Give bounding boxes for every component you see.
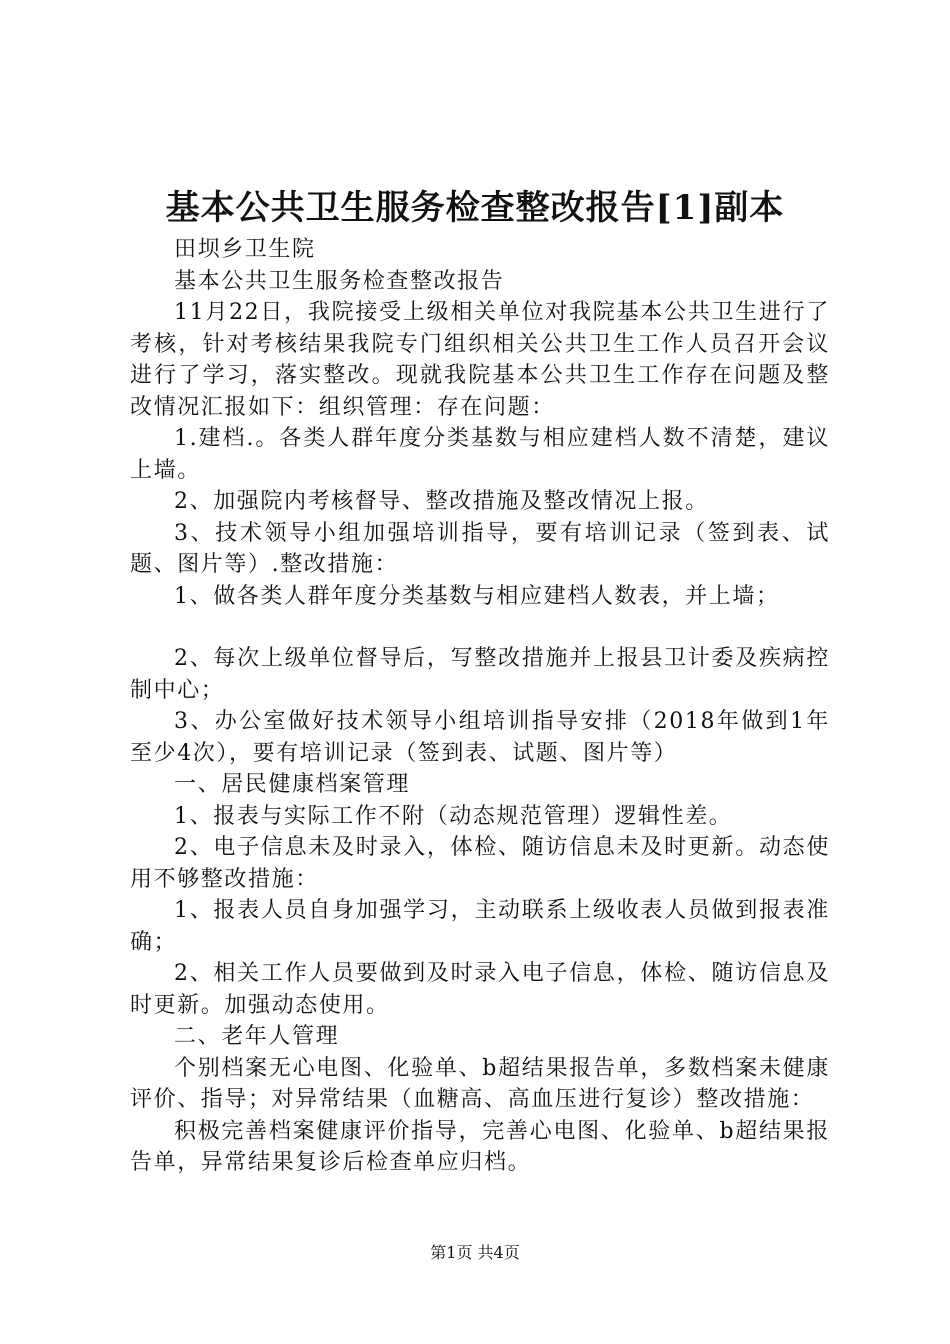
document-body — [130, 234, 830, 1179]
paragraph-measure-1: 1、做各类人群年度分类基数与相应建档人数表，并上墙； — [174, 583, 780, 609]
paragraph-measure-2: 2、每次上级单位督导后，写整改措施并上报县卫计委及疾病控制中心； — [130, 646, 830, 703]
document-title: 基本公共卫生服务检查整改报告[1]副本 — [165, 188, 785, 228]
section-heading-elderly: 二、老年人管理 — [174, 1024, 340, 1049]
paragraph-problem-3: 3、技术领导小组加强培训指导，要有培训记录（签到表、试题、图片等）.整改措施： — [130, 520, 830, 577]
paragraph-intro: 11月22日，我院接受上级相关单位对我院基本公共卫生进行了考核，针对考核结果我院专门组织相关公共卫生工作人员召开会议进行了学习，落实整改。现就我院基本公共卫生工作存在问题及整改情况汇报如下：组织管理：存在问题： — [130, 300, 830, 420]
paragraph-records-measure-1: 1、报表人员自身加强学习，主动联系上级收表人员做到报表准确； — [130, 898, 830, 955]
page-number-footer: 第1页 共4页 — [430, 1243, 520, 1262]
paragraph-records-problem-1: 1、报表与实际工作不附（动态规范管理）逻辑性差。 — [174, 803, 733, 829]
paragraph-problem-1: 1.建档.。各类人群年度分类基数与相应建档人数不清楚，建议上墙。 — [130, 426, 830, 483]
paragraph-institution: 田坝乡卫生院 — [174, 237, 316, 262]
paragraph-subtitle: 基本公共卫生服务检查整改报告 — [174, 268, 505, 294]
paragraph-problem-2: 2、加强院内考核督导、整改措施及整改情况上报。 — [174, 489, 709, 514]
paragraph-records-measure-2: 2、相关工作人员要做到及时录入电子信息，体检、随访信息及时更新。加强动态使用。 — [130, 961, 830, 1018]
paragraph-elderly-measure: 积极完善档案健康评价指导，完善心电图、化验单、b超结果报告单，异常结果复诊后检查单应归档。 — [130, 1118, 830, 1175]
section-heading-health-records: 一、居民健康档案管理 — [174, 772, 411, 797]
paragraph-measure-3: 3、办公室做好技术领导小组培训指导安排（2018年做到1年至少4次），要有培训记录（签到表、试题、图片等） — [130, 709, 830, 766]
paragraph-records-problem-2: 2、电子信息未及时录入，体检、随访信息未及时更新。动态使用不够整改措施： — [130, 835, 830, 892]
paragraph-elderly-problem: 个别档案无心电图、化验单、b超结果报告单，多数档案未健康评价、指导；对异常结果（血糖高、高血压进行复诊）整改措施： — [130, 1055, 830, 1112]
